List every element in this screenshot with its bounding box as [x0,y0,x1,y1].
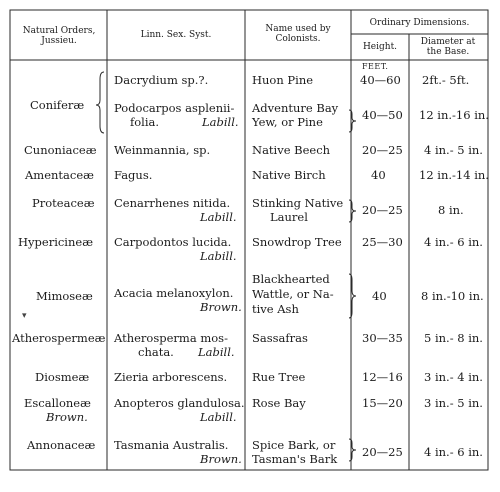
table-row-1-height: 40—60 [360,73,401,87]
table-row-8-linn-2: chata. [138,345,174,359]
table-row-6-authority: Labill. [200,249,237,263]
table-row-11-height: 20—25 [362,445,403,459]
brace-adventure-bay [349,110,356,132]
table-row-5-diameter: 8 in. [438,203,464,217]
table-row-9-order: Diosmeæ [35,370,90,384]
table-row-3-height: 20—25 [362,143,403,157]
table-row-5-height: 20—25 [362,203,403,217]
table-row-4-height: 40 [371,168,386,182]
table-row-2-linn: Podocarpos asplenii- [114,101,235,115]
table-row-9-linn: Zieria arborescens. [114,370,228,384]
header-diameter: Diameter at the Base. [420,37,476,58]
table-row-10-authority: Labill. [200,410,237,424]
table-row-8-order: Atherospermeæ [12,331,106,345]
table-row-2-name: Adventure Bay [252,101,339,115]
units-feet: FEET. [362,62,389,71]
header-ordinary-dimensions: Ordinary Dimensions. [369,18,470,28]
table-row-8-name: Sassafras [252,331,308,345]
table-row-6-height: 25—30 [362,235,403,249]
table-row-3-linn: Weinmannia, sp. [114,143,211,157]
table-row-10-name: Rose Bay [252,396,306,410]
table-row-4-order: Amentaceæ [25,168,94,182]
brace-annonaceae [349,439,356,461]
table-row-1-diameter: 2ft.- 5ft. [422,73,470,87]
table-row-11-name-2: Tasman's Bark [252,452,338,466]
table-row-5-order: Proteaceæ [32,196,95,210]
table-row-11-order: Annonaceæ [27,438,96,452]
table-row-7-diameter: 8 in.-10 in. [421,289,484,303]
table-row-5-name-2: Laurel [270,210,308,224]
header-height: Height. [362,42,398,52]
header-linn-sex-syst: Linn. Sex. Syst. [140,30,212,40]
table-row-8-diameter: 5 in.- 8 in. [424,331,483,345]
table-row-2-name-2: Yew, or Pine [252,115,323,129]
table-row-7-name: Blackhearted [252,272,330,286]
table-row-9-height: 12—16 [362,370,403,384]
header-colonist-name: Name used by Colonists. [265,24,331,45]
table-row-11-diameter: 4 in.- 6 in. [424,445,483,459]
table-row-10-diameter: 3 in.- 5 in. [424,396,483,410]
table-row-8-height: 30—35 [362,331,403,345]
table-row-4-linn: Fagus. [114,168,153,182]
table-row-10-order-authority: Brown. [46,410,88,424]
table-row-1-linn: Dacrydium sp.?. [114,73,209,87]
table-row-10-order: Escalloneæ [24,396,91,410]
table-row-2-diameter: 12 in.-16 in. [419,108,489,122]
table-row-6-diameter: 4 in.- 6 in. [424,235,483,249]
table-row-4-diameter: 12 in.-14 in. [419,168,489,182]
table-row-1-name: Huon Pine [252,73,314,87]
table-row-11-linn: Tasmania Australis. [114,438,229,452]
table-row-8-authority: Labill. [198,345,235,359]
table-row-7-name-3: tive Ash [252,302,299,316]
table-row-3-name: Native Beech [252,143,331,157]
table-row-8-linn: Atherosperma mos- [114,331,228,345]
table-row-9-diameter: 3 in.- 4 in. [424,370,483,384]
table-row-11-name: Spice Bark, or [252,438,336,452]
table-row-9-name: Rue Tree [252,370,306,384]
brace-proteaceae [349,200,356,222]
table-row-2-linn-2: folia. [130,115,160,129]
table-row-7-height: 40 [372,289,387,303]
table-row-5-authority: Labill. [200,210,237,224]
table-row-3-order: Cunoniaceæ [24,143,97,157]
stray-mark: ▾ [22,311,27,321]
table-row-2-authority: Labill. [202,115,239,129]
header-natural-orders: Natural Orders, Jussieu. [22,26,96,47]
table-row-7-order: Mimoseæ [36,289,93,303]
table-row-1-order: Coniferæ [30,98,85,112]
table-row-5-linn: Cenarrhenes nitida. [114,196,231,210]
table-row-10-linn: Anopteros glandulosa. [114,396,245,410]
table-row-7-linn: Acacia melanoxylon. [114,286,234,300]
table-row-6-order: Hypericineæ [18,235,94,249]
table-row-3-diameter: 4 in.- 5 in. [424,143,483,157]
table-row-2-height: 40—50 [362,108,403,122]
table-row-6-linn: Carpodontos lucida. [114,235,232,249]
brace-mimoseae [349,274,356,318]
table-row-5-name: Stinking Native [252,196,344,210]
table-row-11-authority: Brown. [200,452,242,466]
table-row-6-name: Snowdrop Tree [252,235,342,249]
conifer-brace [96,72,104,133]
table-row-7-authority: Brown. [200,300,242,314]
table-row-10-height: 15—20 [362,396,403,410]
table-row-4-name: Native Birch [252,168,326,182]
table-row-7-name-2: Wattle, or Na- [252,287,334,301]
